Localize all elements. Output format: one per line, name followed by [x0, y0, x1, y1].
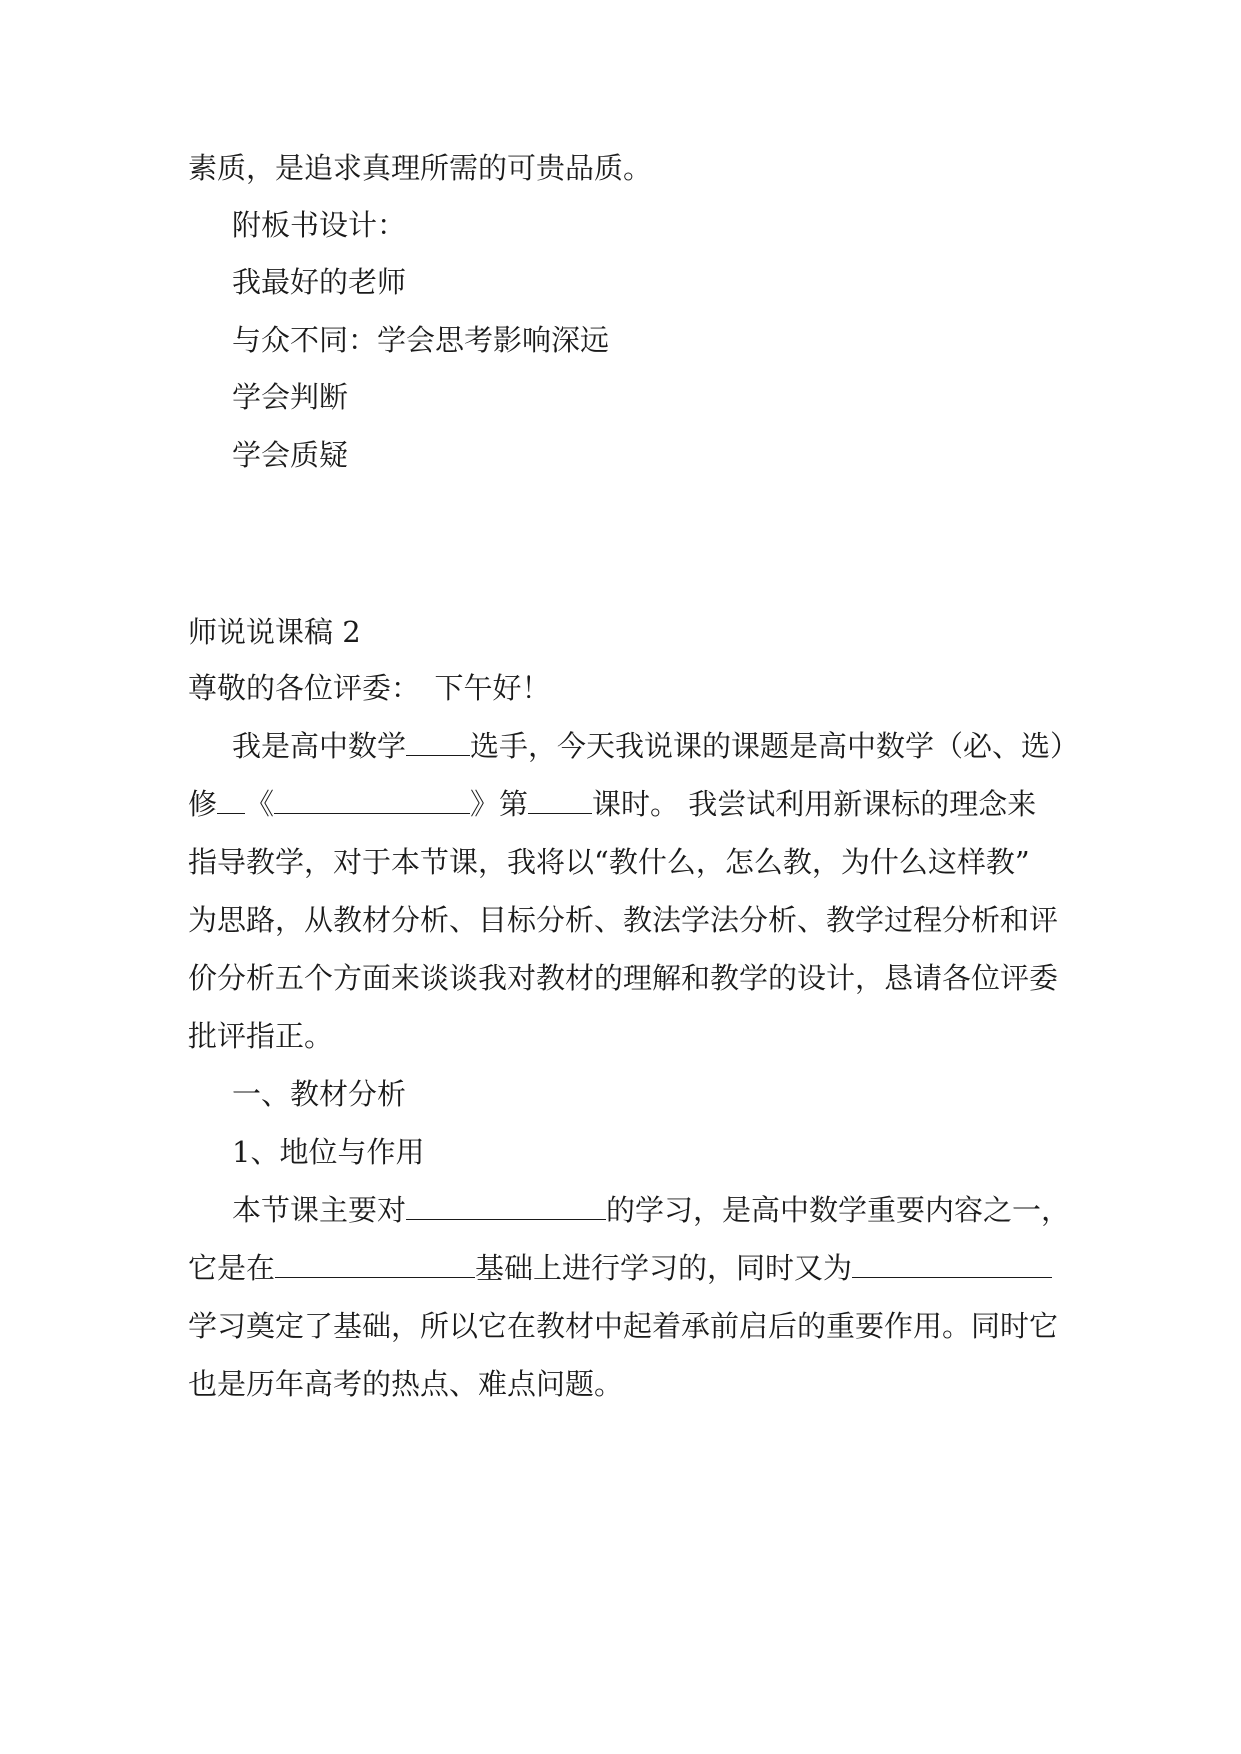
board-line [232, 262, 1068, 302]
text-line: 素质，是追求真理所需的可贵品质。 [188, 151, 653, 185]
text-line: 价分析五个方面来谈谈我对教材的理解和教学的设计，恳请各位评委 [188, 961, 1059, 995]
paragraph-line [188, 1364, 1068, 1404]
text-segment: 我是高中数学 [232, 729, 407, 763]
section-heading-text: 一、教材分析 [232, 1077, 407, 1111]
subsection-heading-text: 1、地位与作用 [232, 1135, 425, 1169]
text-segment: 基础上进行学习的，同时又为 [475, 1251, 853, 1285]
paragraph-line [232, 726, 1080, 766]
text-line: 批评指正。 [188, 1019, 334, 1053]
board-line-text: 学会质疑 [232, 438, 349, 472]
board-line-text: 与众不同：学会思考影响深远 [232, 323, 610, 357]
text-segment: 》第 [470, 787, 529, 821]
document-title: 师说说课稿 2 [188, 615, 361, 649]
text-line: 为思路，从教材分析、目标分析、教法学法分析、教学过程分析和评 [188, 903, 1059, 937]
paragraph-line [188, 784, 1068, 824]
paragraph-line [188, 1248, 1068, 1288]
board-line-text: 学会判断 [232, 380, 349, 414]
paragraph-line [232, 1190, 1071, 1230]
fill-blank [406, 1193, 606, 1220]
text-segment: 《 [245, 787, 275, 821]
text-segment: 它是在 [188, 1251, 276, 1285]
text-segment: 选手，今天我说课的课题是高中数学（必、选） [470, 729, 1080, 763]
fill-blank [406, 729, 470, 756]
greeting-text: 尊敬的各位评委： 下午好！ [188, 671, 551, 705]
section-title [188, 612, 1068, 652]
paragraph-line [188, 842, 1068, 882]
text-segment: 修 [188, 787, 218, 821]
text-segment: 本节课主要对 [232, 1193, 407, 1227]
fill-blank [275, 1251, 475, 1278]
board-line [232, 320, 1068, 360]
board-line-text: 我最好的老师 [232, 265, 407, 299]
paragraph-line [188, 148, 1068, 188]
paragraph-line [188, 958, 1068, 998]
fill-blank [852, 1251, 1052, 1278]
subsection-heading [232, 1132, 1068, 1172]
paragraph-line [188, 1016, 1068, 1056]
section-heading [232, 1074, 1068, 1114]
board-line [232, 377, 1068, 417]
paragraph-line [188, 900, 1068, 940]
board-design-title [232, 205, 1068, 245]
text-line: 学习奠定了基础，所以它在教材中起着承前启后的重要作用。同时它 [188, 1309, 1059, 1343]
greeting-line [188, 668, 1068, 708]
fill-blank [528, 787, 592, 814]
text-segment: 的学习，是高中数学重要内容之一， [606, 1193, 1071, 1227]
board-line [232, 435, 1068, 475]
text-line: 指导教学，对于本节课，我将以“教什么，怎么教，为什么这样教” [188, 845, 1030, 879]
text-line: 也是历年高考的热点、难点问题。 [188, 1367, 624, 1401]
text-segment: 课时。 我尝试利用新课标的理念来 [592, 787, 1037, 821]
paragraph-line [188, 1306, 1068, 1346]
fill-blank [274, 787, 470, 814]
board-design-label: 附板书设计： [232, 208, 407, 242]
fill-blank [217, 787, 245, 814]
